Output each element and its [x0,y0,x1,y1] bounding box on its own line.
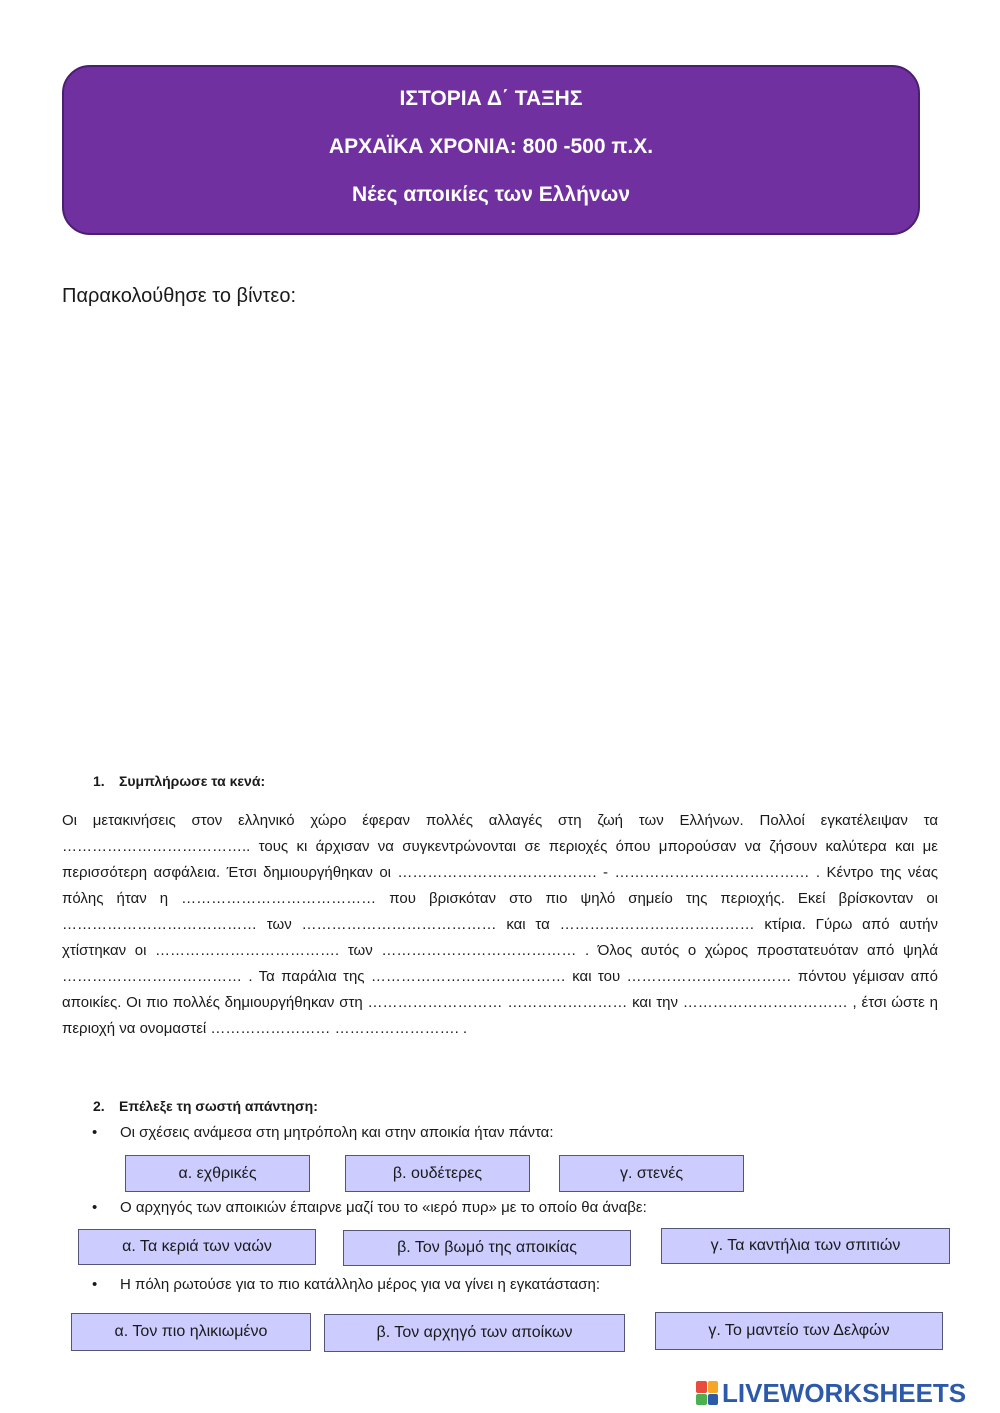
question-2-number: 2. [93,1098,105,1114]
answer-option-1b[interactable]: β. ουδέτερες [345,1155,530,1192]
answer-option-2b[interactable]: β. Τον βωμό της αποικίας [343,1230,631,1266]
answer-option-3b[interactable]: β. Τον αρχηγό των αποίκων [324,1314,625,1352]
answer-option-2c[interactable]: γ. Τα καντήλια των σπιτιών [661,1228,950,1264]
answer-option-2a[interactable]: α. Τα κεριά των ναών [78,1229,316,1265]
banner-title-period: ΑΡΧΑΪΚΑ ΧΡΟΝΙΑ: 800 -500 π.Χ. [328,135,654,158]
bullet-icon: • [92,1124,98,1141]
fill-in-blanks-paragraph: Οι μετακινήσεις στον ελληνικό χώρο έφεραν πολλές αλλαγές στη ζωή των Ελλήνων. Πολλοί εγκατέλειψαν τα ……………………………….. τους κι άρχισαν να συγκεντρώνονται σε περιοχές όπου μπορούσαν να ζήσουν καλύτερα και με περισσότερη ασφάλεια. Έτσι δημιουργήθηκαν οι …………………………………. - ………………………………… . Κέντρο της νέας πόλης ήταν η ………………………………… που βρισκόταν στο πιο ψηλό σημείο της περιοχής. Εκεί βρίσκονταν οι ………………………………… των ………………………………… και τα ………………………………… κτίρια. Γύρω από αυτήν χτίστηκαν οι ………………………………. των ………………………………… . Όλος αυτός ο χώρος προστατευόταν από ψηλά ……………………………… . Τα παράλια της ………………………………… και του …………………………… πόντου γέμισαν από αποικίες. Οι πιο πολλές δημιουργήθηκαν στη ……………………… …………………… και την …………………………… , έτσι ώστε η περιοχή να ονομαστεί …………………… ……………………. . [62,812,938,1037]
question-1-heading [93,773,265,789]
question-2-item-2-prompt: Ο αρχηγός των αποικιών έπαιρνε μαζί του το «ιερό πυρ» με το οποίο θα άναβε: [120,1199,647,1216]
banner-title-subject: ΙΣΤΟΡΙΑ Δ΄ ΤΑΞΗΣ [399,87,583,110]
question-2-title: Επέλεξε τη σωστή απάντηση: [119,1098,318,1114]
question-2-item-1 [92,1124,554,1141]
question-2-item-2 [92,1199,647,1216]
question-1-title: Συμπλήρωσε τα κενά: [119,773,266,789]
answer-option-3a[interactable]: α. Τον πιο ηλικιωμένο [71,1313,311,1351]
bullet-icon: • [92,1199,98,1216]
question-2-heading [93,1098,318,1114]
answer-option-1a[interactable]: α. εχθρικές [125,1155,310,1192]
liveworksheets-logo[interactable] [696,1378,966,1408]
question-2-item-3-prompt: Η πόλη ρωτούσε για το πιο κατάλληλο μέρος για να γίνει η εγκατάσταση: [120,1276,601,1293]
answer-option-1c[interactable]: γ. στενές [559,1155,744,1192]
watch-video-prompt: Παρακολούθησε το βίντεο: [62,285,297,307]
liveworksheets-logo-text: LIVEWORKSHEETS [722,1377,967,1408]
title-banner [62,65,920,235]
liveworksheets-logo-icon [696,1381,718,1405]
question-2-item-1-prompt: Οι σχέσεις ανάμεσα στη μητρόπολη και στην αποικία ήταν πάντα: [120,1124,554,1141]
question-1-number: 1. [93,773,105,789]
banner-title-topic: Νέες αποικίες των Ελλήνων [351,183,631,206]
video-embed-area[interactable] [62,320,938,750]
answer-option-3c[interactable]: γ. Το μαντείο των Δελφών [655,1312,943,1350]
bullet-icon: • [92,1276,98,1293]
question-2-item-3 [92,1276,600,1293]
